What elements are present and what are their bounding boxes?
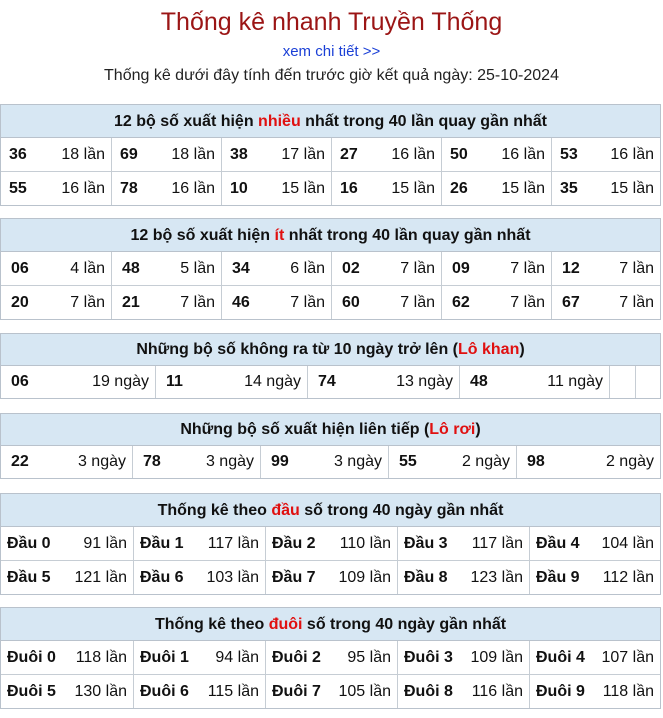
section-header-pre: Những bộ số xuất hiện liên tiếp ( — [180, 421, 430, 438]
section-header-post: ) — [475, 421, 481, 438]
count: 18 lần — [171, 145, 215, 163]
label: Đuôi 2 — [272, 648, 321, 666]
number: 78 — [120, 179, 138, 197]
stat-cell — [133, 641, 265, 674]
label: Đầu 0 — [7, 534, 51, 552]
stat-cell — [260, 446, 388, 478]
count: 15 lần — [610, 179, 654, 197]
stat-cell — [111, 172, 221, 205]
number: 06 — [11, 373, 29, 390]
days: 2 ngày — [605, 453, 654, 470]
stat-cell — [1, 446, 132, 478]
count: 7 lần — [180, 293, 215, 311]
label: Đầu 3 — [404, 534, 448, 552]
section-header — [1, 219, 660, 252]
stat-cell — [1, 641, 133, 674]
label: Đuôi 7 — [272, 682, 321, 700]
count: 115 lần — [207, 682, 259, 700]
count: 16 lần — [391, 145, 435, 163]
count: 130 lần — [74, 682, 127, 700]
count: 118 lần — [75, 648, 127, 666]
count: 109 lần — [470, 648, 523, 666]
number: 74 — [318, 373, 336, 390]
page-title: Thống kê nhanh Truyền Thống — [160, 8, 503, 36]
section-header-pre: Thống kê theo — [157, 502, 272, 519]
section-header-post: số trong 40 ngày gần nhất — [302, 616, 507, 633]
stat-cell — [111, 286, 221, 319]
count: 94 lần — [215, 648, 259, 666]
days: 13 ngày — [396, 373, 453, 390]
stat-cell — [331, 172, 441, 205]
number: 35 — [560, 179, 578, 197]
count: 7 lần — [510, 293, 545, 311]
stat-cell — [133, 561, 265, 594]
section-header — [1, 334, 660, 366]
table-row — [1, 138, 660, 171]
number: 69 — [120, 145, 138, 163]
number: 38 — [230, 145, 248, 163]
stat-cell — [551, 286, 660, 319]
stat-cell — [529, 527, 660, 560]
number: 26 — [450, 179, 468, 197]
stat-cell — [133, 675, 265, 708]
days: 3 ngày — [205, 453, 254, 470]
stat-cell — [551, 252, 660, 285]
view-details-link[interactable]: xem chi tiết >> — [282, 43, 381, 60]
label: Đuôi 8 — [404, 682, 453, 700]
section-header-hl: ít — [274, 227, 285, 244]
stat-cell — [1, 527, 133, 560]
stat-cell — [516, 446, 660, 478]
stat-cell — [132, 446, 260, 478]
section-header-pre: 12 bộ số xuất hiện — [130, 227, 275, 244]
number: 55 — [399, 453, 417, 470]
stat-cell — [459, 366, 609, 398]
count: 7 lần — [510, 259, 545, 277]
stat-cell — [441, 138, 551, 171]
section-header-hl: đuôi — [268, 616, 303, 633]
count: 16 lần — [61, 179, 105, 197]
number: 55 — [9, 179, 27, 197]
count: 107 lần — [601, 648, 654, 666]
lo-khan-table — [0, 333, 661, 399]
table-row — [1, 446, 660, 478]
count: 116 lần — [471, 682, 523, 700]
count: 7 lần — [70, 293, 105, 311]
count: 15 lần — [281, 179, 325, 197]
label: Đuôi 6 — [140, 682, 189, 700]
stat-cell — [307, 366, 459, 398]
stat-cell — [441, 286, 551, 319]
stat-cell — [265, 527, 397, 560]
count: 15 lần — [391, 179, 435, 197]
count: 16 lần — [610, 145, 654, 163]
number: 48 — [122, 259, 140, 277]
empty-cell — [609, 366, 635, 398]
section-header — [1, 608, 660, 641]
count: 95 lần — [347, 648, 391, 666]
label: Đầu 4 — [536, 534, 580, 552]
duoi-stats-table — [0, 607, 661, 709]
section-header-post: nhất trong 40 lần quay gần nhất — [300, 113, 547, 130]
section-header-hl: Lô rơi — [429, 421, 476, 438]
stat-cell — [1, 286, 111, 319]
count: 5 lần — [180, 259, 215, 277]
number: 60 — [342, 293, 360, 311]
stat-cell — [133, 527, 265, 560]
section-header-hl: đầu — [271, 502, 300, 519]
count: 16 lần — [501, 145, 545, 163]
stat-cell — [1, 561, 133, 594]
number: 22 — [11, 453, 29, 470]
days: 3 ngày — [77, 453, 126, 470]
stat-cell — [551, 172, 660, 205]
stat-cell — [388, 446, 516, 478]
stat-cell — [397, 527, 529, 560]
stat-cell — [331, 138, 441, 171]
number: 16 — [340, 179, 358, 197]
stat-cell — [265, 641, 397, 674]
dau-stats-table — [0, 493, 661, 595]
lo-roi-table — [0, 413, 661, 479]
stat-cell — [551, 138, 660, 171]
label: Đầu 6 — [140, 568, 184, 586]
stat-cell — [1, 252, 111, 285]
count: 6 lần — [290, 259, 325, 277]
section-header-post: số trong 40 ngày gần nhất — [299, 502, 504, 519]
count: 7 lần — [619, 293, 654, 311]
table-row — [1, 285, 660, 319]
number: 34 — [232, 259, 250, 277]
section-header-pre: Những bộ số không ra từ 10 ngày trở lên ( — [136, 341, 458, 358]
number: 09 — [452, 259, 470, 277]
stat-cell — [221, 172, 331, 205]
stat-cell — [529, 561, 660, 594]
number: 98 — [527, 453, 545, 470]
section-header-post: ) — [519, 341, 525, 358]
count: 7 lần — [400, 259, 435, 277]
label: Đuôi 3 — [404, 648, 453, 666]
days: 19 ngày — [92, 373, 149, 390]
section-header — [1, 414, 660, 446]
number: 50 — [450, 145, 468, 163]
stat-cell — [265, 561, 397, 594]
count: 117 lần — [207, 534, 259, 552]
stat-cell — [397, 561, 529, 594]
label: Đuôi 1 — [140, 648, 189, 666]
number: 21 — [122, 293, 140, 311]
count: 118 lần — [602, 682, 654, 700]
label: Đuôi 0 — [7, 648, 56, 666]
stat-cell — [529, 641, 660, 674]
number: 02 — [342, 259, 360, 277]
stat-cell — [397, 675, 529, 708]
table-row — [1, 674, 660, 708]
section-header — [1, 494, 660, 527]
number: 10 — [230, 179, 248, 197]
number: 11 — [166, 373, 183, 390]
most-frequent-table — [0, 104, 661, 206]
count: 7 lần — [290, 293, 325, 311]
stat-cell — [265, 675, 397, 708]
label: Đầu 9 — [536, 568, 580, 586]
number: 27 — [340, 145, 358, 163]
label: Đầu 8 — [404, 568, 448, 586]
count: 104 lần — [601, 534, 654, 552]
number: 99 — [271, 453, 289, 470]
label: Đuôi 9 — [536, 682, 585, 700]
count: 123 lần — [470, 568, 523, 586]
section-header-pre: 12 bộ số xuất hiện — [114, 113, 259, 130]
table-row — [1, 641, 660, 674]
count: 4 lần — [70, 259, 105, 277]
stat-cell — [529, 675, 660, 708]
stat-cell — [441, 172, 551, 205]
label: Đuôi 5 — [7, 682, 56, 700]
count: 117 lần — [471, 534, 523, 552]
stat-cell — [1, 138, 111, 171]
label: Đầu 2 — [272, 534, 316, 552]
table-row — [1, 366, 660, 398]
label: Đầu 1 — [140, 534, 184, 552]
count: 7 lần — [619, 259, 654, 277]
stat-cell — [1, 172, 111, 205]
count: 15 lần — [501, 179, 545, 197]
number: 78 — [143, 453, 161, 470]
table-row — [1, 252, 660, 285]
section-header — [1, 105, 660, 138]
stat-cell — [221, 252, 331, 285]
days: 14 ngày — [244, 373, 301, 390]
stat-cell — [331, 252, 441, 285]
number: 48 — [470, 373, 488, 390]
least-frequent-table — [0, 218, 661, 320]
date-subtitle: Thống kê dưới đây tính đến trước giờ kết quả ngày: 25-10-2024 — [104, 67, 559, 84]
number: 12 — [562, 259, 580, 277]
number: 62 — [452, 293, 470, 311]
count: 112 lần — [602, 568, 654, 586]
stat-cell — [155, 366, 307, 398]
days: 3 ngày — [333, 453, 382, 470]
days: 11 ngày — [547, 373, 603, 390]
section-header-post: nhất trong 40 lần quay gần nhất — [284, 227, 531, 244]
days: 2 ngày — [461, 453, 510, 470]
label: Đầu 5 — [7, 568, 51, 586]
table-row — [1, 560, 660, 594]
count: 109 lần — [338, 568, 391, 586]
count: 121 lần — [74, 568, 127, 586]
stat-cell — [1, 675, 133, 708]
count: 18 lần — [61, 145, 105, 163]
number: 46 — [232, 293, 250, 311]
label: Đuôi 4 — [536, 648, 585, 666]
stat-cell — [221, 138, 331, 171]
stat-cell — [111, 252, 221, 285]
table-row — [1, 527, 660, 560]
number: 20 — [11, 293, 29, 311]
stat-cell — [397, 641, 529, 674]
section-header-pre: Thống kê theo — [154, 616, 269, 633]
stat-cell — [221, 286, 331, 319]
empty-cell — [635, 366, 660, 398]
stat-cell — [331, 286, 441, 319]
section-header-hl: Lô khan — [458, 341, 520, 358]
count: 105 lần — [338, 682, 391, 700]
number: 06 — [11, 259, 29, 277]
number: 36 — [9, 145, 27, 163]
count: 17 lần — [281, 145, 325, 163]
table-row — [1, 171, 660, 205]
count: 91 lần — [83, 534, 127, 552]
label: Đầu 7 — [272, 568, 316, 586]
number: 67 — [562, 293, 580, 311]
count: 16 lần — [171, 179, 215, 197]
count: 110 lần — [339, 534, 391, 552]
stat-cell — [111, 138, 221, 171]
stat-cell — [441, 252, 551, 285]
stat-cell — [1, 366, 155, 398]
count: 103 lần — [206, 568, 259, 586]
number: 53 — [560, 145, 578, 163]
count: 7 lần — [400, 293, 435, 311]
section-header-hl: nhiều — [258, 113, 301, 130]
